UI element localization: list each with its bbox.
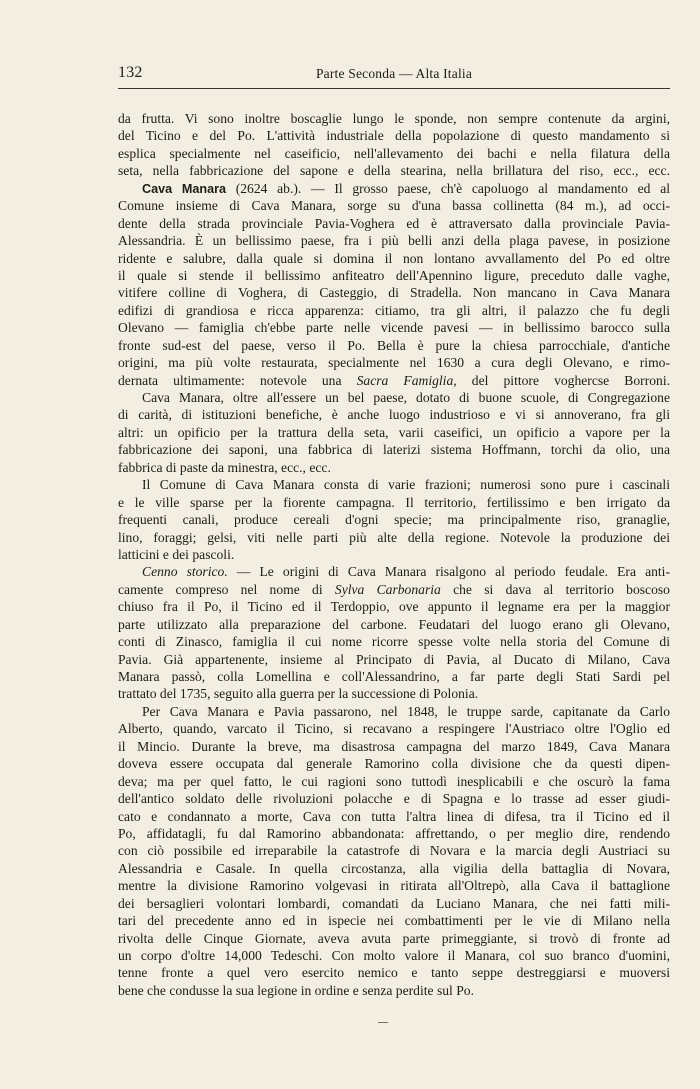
text-line: doveva essere occupata dal generale Ramorino colla divisione che da questi dipen- [118,756,670,772]
text-line: bene che condusse la sua legione in ordine e senza perdite sul Po. [118,982,474,998]
text-run: — Le origini di Cava Manara risalgono al periodo feudale. Era anti- [227,564,670,580]
running-title: Parte Seconda — Alta Italia [315,66,473,81]
page-number: 132 [118,64,143,81]
artwork-title: Sacra Famiglia, [356,372,457,388]
text-line: dente della strada provinciale Pavia-Voghera ed è attraversato dalla provinciale Pavia- [118,215,670,231]
text-line [118,581,670,598]
text-line: ridente e salubre, dalla quale si domina il non lontano avvallamento del Po ed oltre [118,250,670,266]
text-line: Po, affidatagli, fu dal Ramorino abbandonata: affrettando, o per meglio dire, rendendo [118,825,670,841]
text-line: Alessandria e Casale. In quella circostanza, alla vigilia della battaglia di Novara, [118,860,670,876]
text-line: Alberto, quando, varcato il Ticino, si recavano a respingere l'Austriaco oltre l'Oglio ed [118,721,670,737]
text-line: conti di Zinasco, famiglia il cui nome ricorre spesse volte nella storia del Comune di [118,634,670,650]
text-line: frequenti canali, produce cereali d'ogni specie; ma principalmente riso, granaglie, [118,512,670,528]
text-line: il Mincio. Durante la breve, ma disastrosa campagna del marzo 1849, Cava Manara [118,738,670,754]
text-line: un corpo d'oltre 14,000 Tedeschi. Con molto valore il Manara, col suo branco d'uomini, [118,948,670,963]
paragraph-first-line: Il Comune di Cava Manara consta di varie frazioni; numerosi sono pure i cascinali [142,477,670,493]
text-line: il quale si stende il bellissimo anfiteatro dell'Apennino ligure, preceduto dalle vaghe, [118,267,670,283]
text-line: seta, nella fabbricazione del sapone e della stearina, nella brillatura del riso, ecc., ecc. [118,163,670,179]
text-line: fabbrica di paste da minestra, ecc., ecc. [118,459,331,475]
text-line: vitifere colline di Voghera, di Casteggio, di Stradella. Non mancano in Cava Manara [118,285,670,301]
text-line: fronte sud-est del paese, verso il Po. Bella è pure la chiesa parrocchiale, d'antiche [118,337,670,353]
text-run: del pittore voghercse Borroni. [456,372,670,388]
text-line: chiuso fra il Po, il Ticino ed il Terdoppio, ove appunto il legname era per la maggior [118,599,670,615]
text-line [118,372,670,389]
text-line: Olevano — famiglia ch'ebbe parte nelle vicende pavesi — in bellissimo barocco sulla [118,320,670,336]
text-line: latticini e dei pascoli. [118,546,235,562]
text-line: da frutta. Vi sono inoltre boscaglie lungo le sponde, non sempre contenute da argini, [118,111,670,126]
text-line: deva; ma per quel fatto, le cui ragioni sono tuttodì inesplicabili e che oscurò la fama [118,773,670,789]
text-run: che si dava al territorio boscoso [440,581,670,597]
header-rule [118,88,670,89]
text-run: (2624 ab.). — Il grosso paese, ch'è capoluogo al mandamento ed al [226,180,670,196]
text-line: tari del precedente anno ed in ispecie nei combattimenti per le vie di Milano nella [118,913,670,929]
text-line: Manara passò, colla Lomellina e coll'Alessandrino, a far parte degli Stati Sardi pel [118,669,670,684]
latin-name: Sylva Carbonaria [334,581,441,597]
text-line: esplica specialmente nel caseificio, nell'allevamento dei bachi e nella filatura della [118,145,670,161]
text-line: rivolta delle Cinque Giornate, aveva avuta parte primeggiante, si trovò di fronte ad [118,930,670,946]
text-run: camente compreso nel nome di [118,581,335,597]
text-line: di carità, di istituzioni benefiche, è anche luogo industrioso e vi si annoverano, fra gli [118,407,670,423]
text-line: trattato del 1735, seguito alla guerra per la successione di Polonia. [118,686,479,702]
place-heading: Cava Manara [142,181,227,196]
text-run: dernata ultimamente: notevole una [118,372,357,388]
text-line: con ciò possibile ed irreparabile la catastrofe di Novara e la marcia degli Austriaci su [118,843,670,859]
running-head [118,64,670,86]
paragraph-first-line: Per Cava Manara e Pavia passarono, nel 1848, le truppe sarde, capitanate da Carlo [142,703,670,719]
text-line: Pavia. Già appartenente, insieme al Principato di Pavia, al Ducato di Milano, Cava [118,651,670,667]
text-line: fabbricazione dei saponi, una fabbrica di laterizi sistema Hoffmann, torchi da olio, una [118,442,670,458]
text-line: Alessandria. È un bellissimo paese, fra i più belli anzi della plaga pavese, in posizione [118,233,670,249]
text-line: dei bersaglieri volontari lombardi, comandati da Luciano Manara, che nei fatti mili- [118,895,670,911]
text-line: Comune insieme di Cava Manara, sorge su d'una bassa collinetta (84 m.), ad occi- [118,198,670,214]
end-rule [378,1022,388,1023]
text-line: origini, ma più volte restaurata, specialmente nel 1630 a cura degli Olevano, e rimo- [118,355,670,371]
text-line: mentre la divisione Ramorino volgevasi in ritirata all'Oltrepò, alla Cava il battaglione [118,878,670,894]
text-line: cato e condannato a morte, Cava con tutta l'altra linea di difesa, tra il Ticino ed il [118,808,670,824]
text-line: lino, foraggi; gelsi, viti nelle parti più alte della regione. Notevole la produzione dei [118,529,670,545]
text-line: tenne fronte a quel vero esercito nemico e tanto seppe destreggiarsi e muoversi [118,965,670,981]
text-line: edifizi di grandiosa e ricca apparenza: citiamo, tra gli altri, il palazzo che fu degli [118,302,670,318]
paragraph-first-line [118,180,670,197]
text-line: del Ticino e del Po. L'attività industriale della popolazione di questo mandamento si [118,128,670,144]
paragraph-first-line [118,563,670,580]
paragraph-first-line: Cava Manara, oltre all'essere un bel paese, dotato di buone scuole, di Congregazione [142,390,670,405]
text-line: e le ville sparse per la fiorente campagna. Il territorio, fertilissimo e ben irrigato da [118,494,670,510]
text-line: parte utilizzato alla preparazione del carbone. Feudatari del luogo erano gli Olevano, [118,616,670,632]
text-line: dell'antico soldato delle rivoluzioni polacche e di Spagna e lo trasse ad esser giudi- [118,791,670,807]
text-line: altri: un opificio per la trattura della seta, varii caseifici, un opificio a vapore per la [118,424,670,440]
section-heading: Cenno storico. [142,564,228,580]
body-text [118,110,670,999]
